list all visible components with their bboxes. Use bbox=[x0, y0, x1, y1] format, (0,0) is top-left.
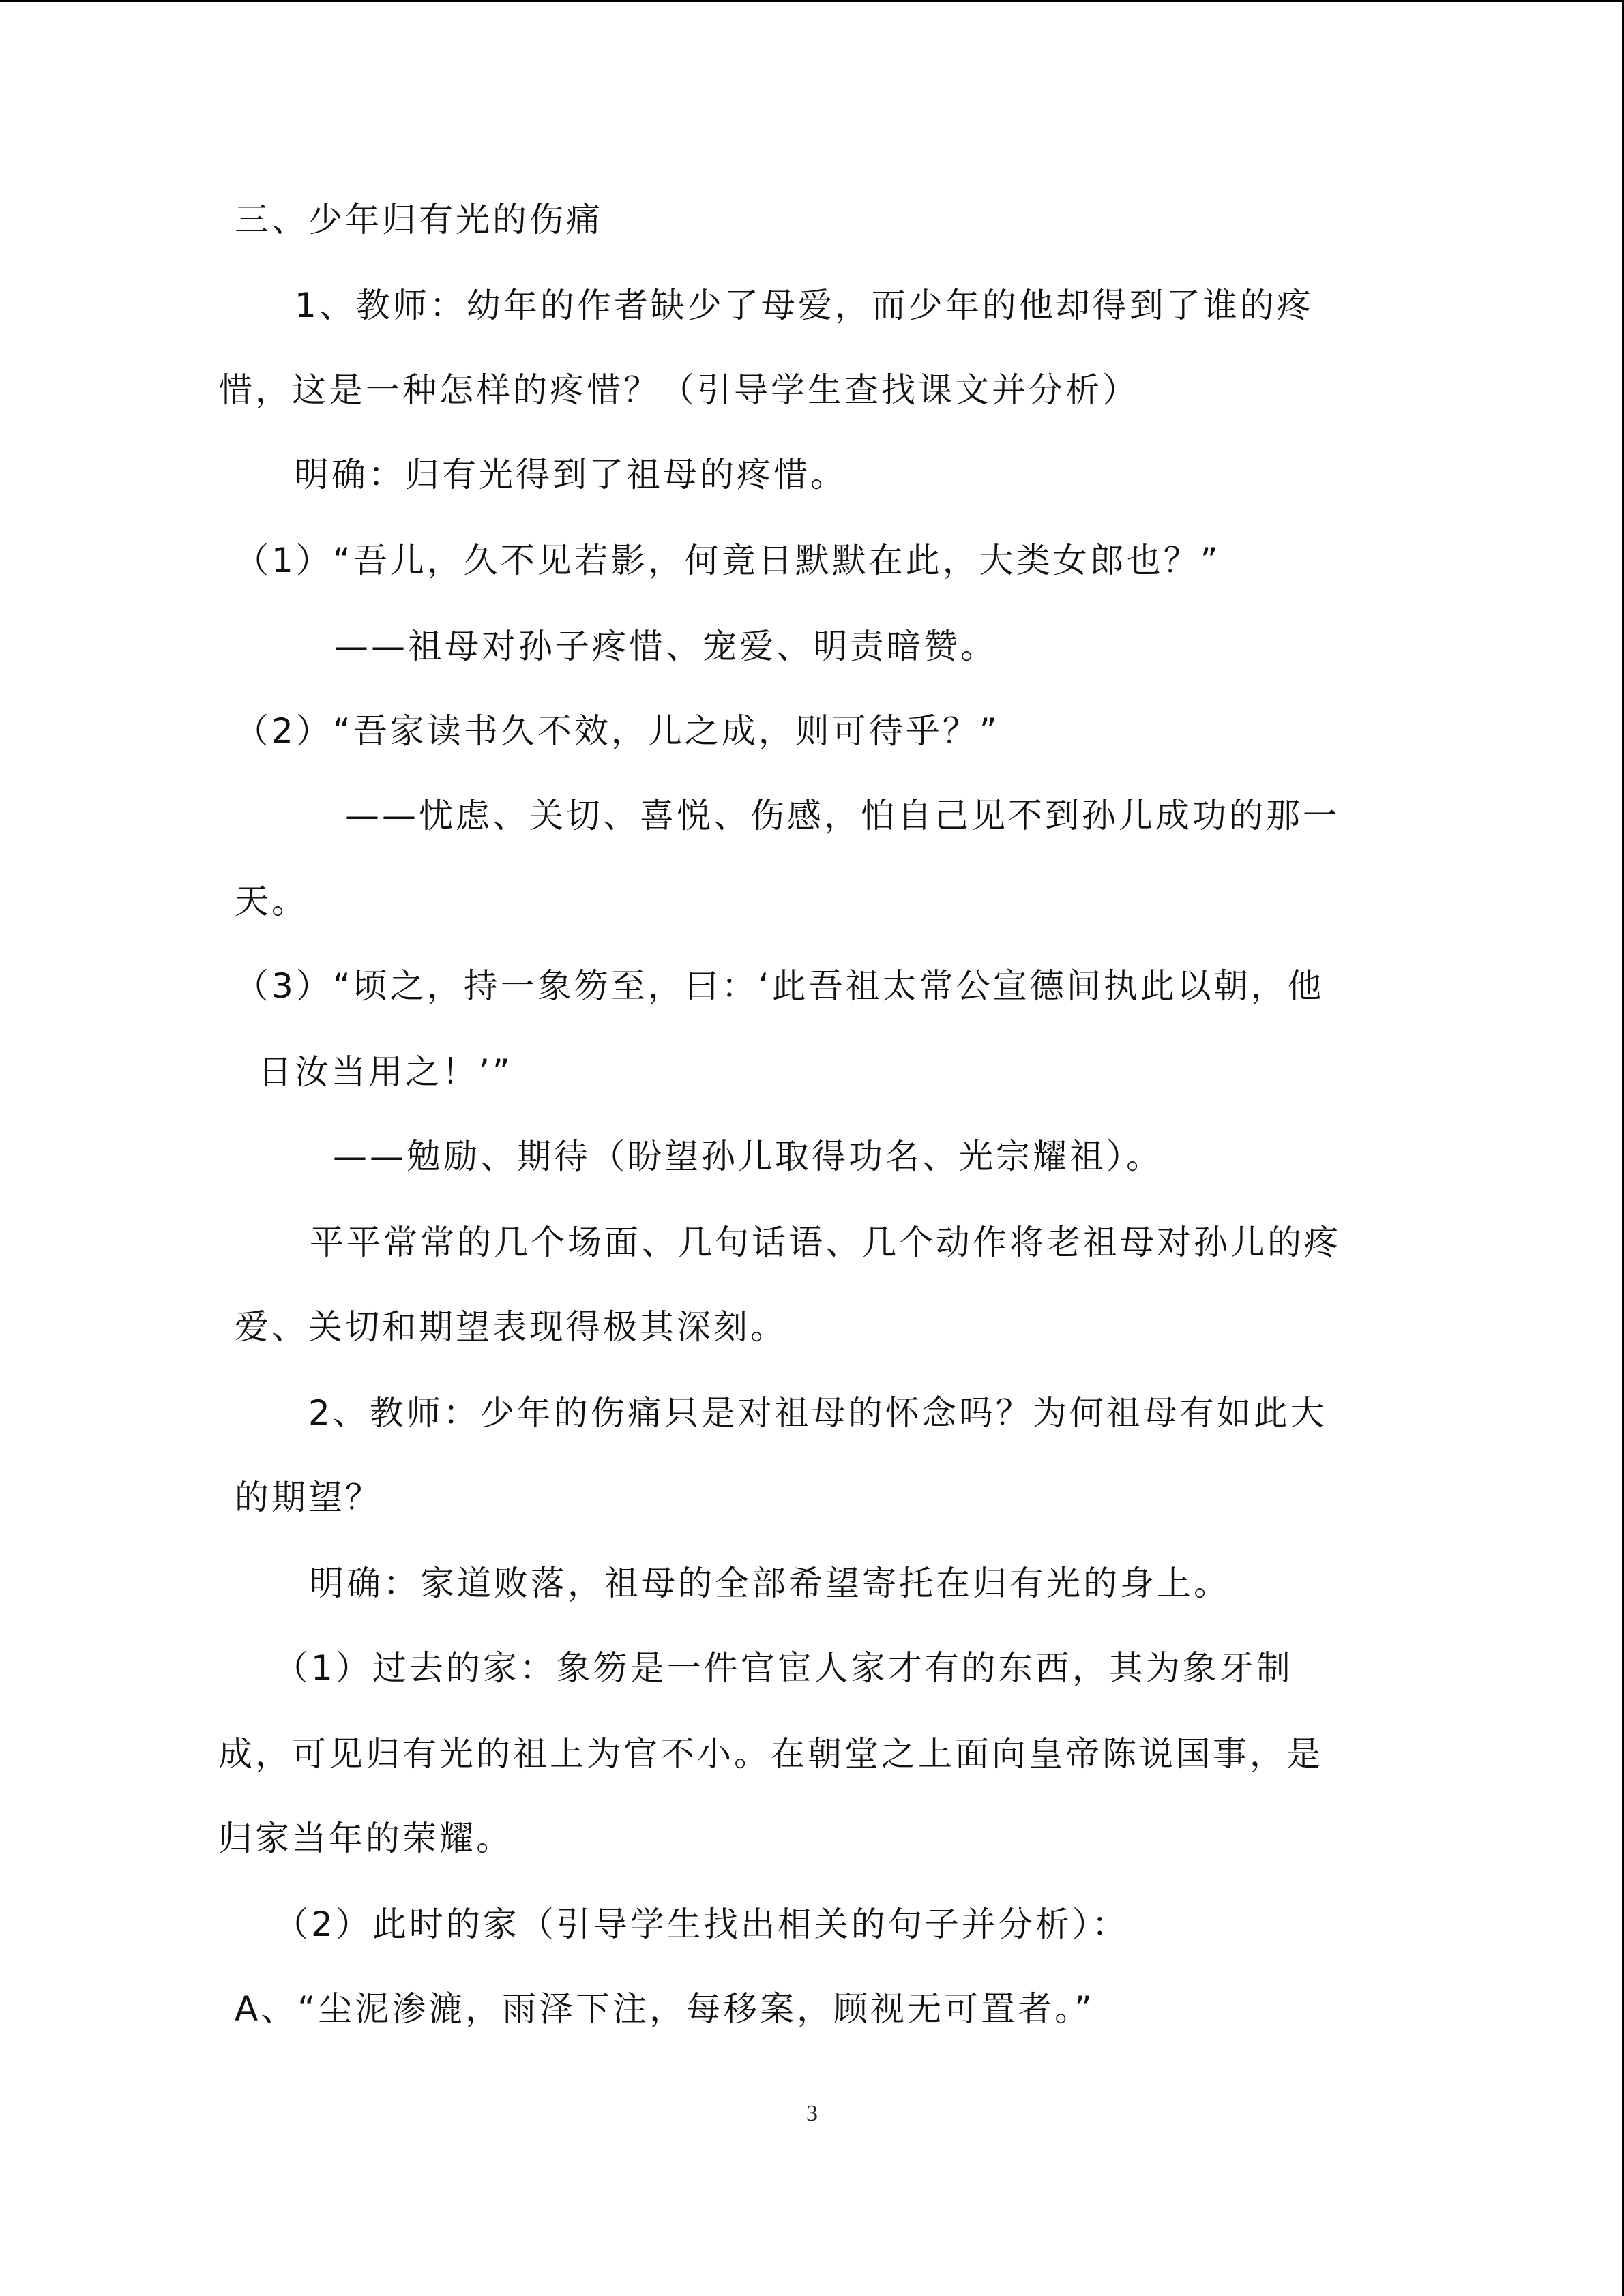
page-top-border bbox=[0, 0, 1624, 2]
section-heading: 三、少年归有光的伤痛 bbox=[235, 200, 603, 239]
paragraph-line: 归家当年的荣耀。 bbox=[218, 1819, 513, 1858]
paragraph-line: ——忧虑、关切、喜悦、伤感，怕自己见不到孙儿成功的那一 bbox=[345, 796, 1340, 835]
paragraph-line: 明确：归有光得到了祖母的疼惜。 bbox=[295, 455, 847, 494]
paragraph-line: 爱、关切和期望表现得极其深刻。 bbox=[235, 1307, 787, 1347]
paragraph-line: 的期望？ bbox=[235, 1478, 382, 1517]
page-number: 3 bbox=[806, 2101, 818, 2126]
paragraph-line: 平平常常的几个场面、几句话语、几个动作将老祖母对孙儿的疼 bbox=[310, 1223, 1341, 1262]
paragraph-line: 成，可见归有光的祖上为官不小。在朝堂之上面向皇帝陈说国事，是 bbox=[218, 1734, 1323, 1774]
paragraph-line: A、“尘泥渗漉，雨泽下注，每移案，顾视无可置者。” bbox=[235, 1989, 1095, 2029]
paragraph-line: （1）“吾儿，久不见若影，何竟日默默在此，大类女郎也？” bbox=[235, 541, 1221, 580]
paragraph-line: 1、教师：幼年的作者缺少了母爱，而少年的他却得到了谁的疼 bbox=[295, 286, 1314, 325]
paragraph-line: ——祖母对孙子疼惜、宠爱、明责暗赞。 bbox=[334, 627, 997, 666]
paragraph-line: （1）过去的家：象笏是一件官宦人家才有的东西，其为象牙制 bbox=[274, 1648, 1293, 1688]
paragraph-line: ——勉励、期待（盼望孙儿取得功名、光宗耀祖）。 bbox=[333, 1137, 1163, 1176]
paragraph-line: 明确：家道败落，祖母的全部希望寄托在归有光的身上。 bbox=[310, 1564, 1230, 1603]
paragraph-line: （2）“吾家读书久不效，儿之成，则可待乎？” bbox=[235, 711, 1000, 751]
paragraph-line: 日汝当用之！’” bbox=[258, 1052, 513, 1092]
paragraph-line: 2、教师：少年的伤痛只是对祖母的怀念吗？为何祖母有如此大 bbox=[308, 1393, 1327, 1433]
paragraph-line: 天。 bbox=[235, 882, 308, 921]
paragraph-line: 惜，这是一种怎样的疼惜？（引导学生查找课文并分析） bbox=[218, 370, 1139, 410]
paragraph-line: （3）“顷之，持一象笏至，曰：‘此吾祖太常公宣德间执此以朝，他 bbox=[235, 966, 1325, 1006]
paragraph-line: （2）此时的家（引导学生找出相关的句子并分析）： bbox=[274, 1905, 1129, 1944]
